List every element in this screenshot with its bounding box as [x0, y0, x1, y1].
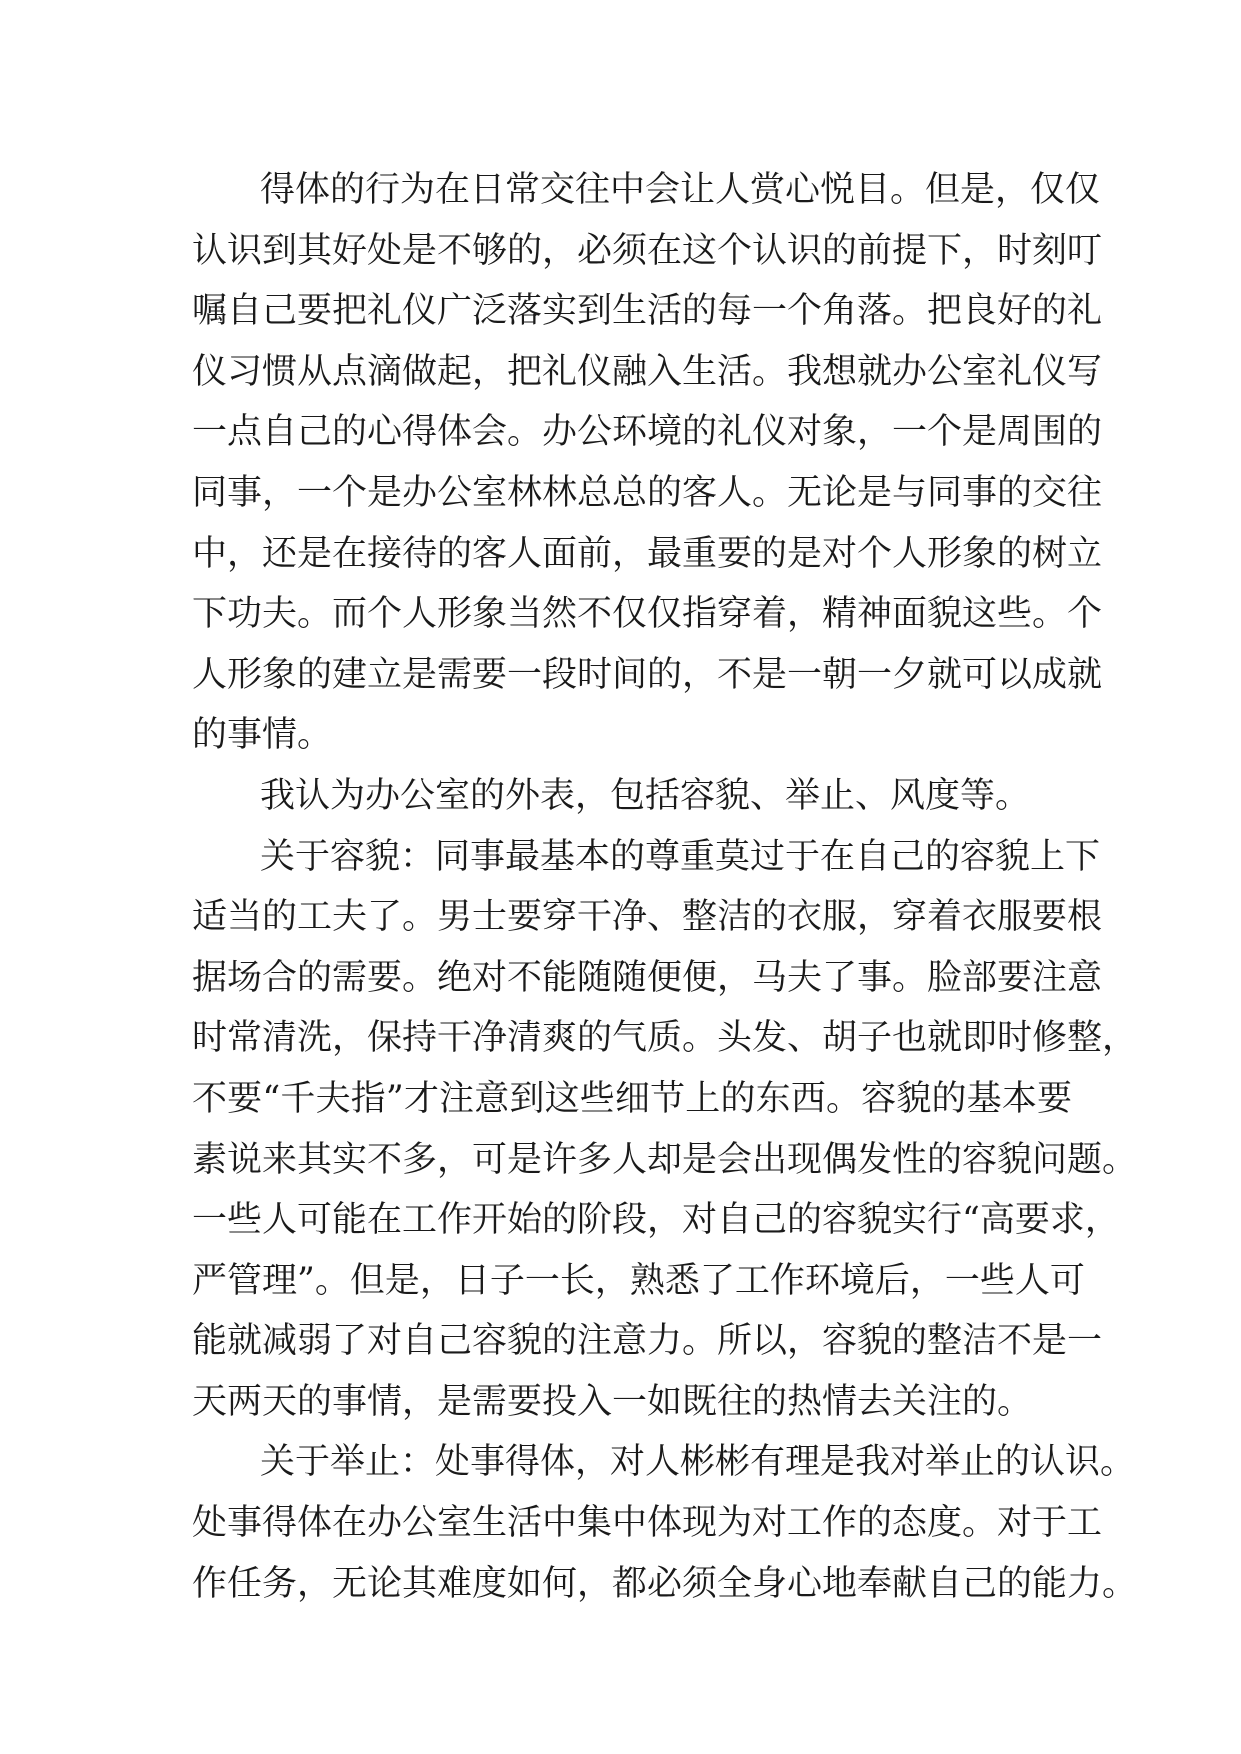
text-line: 天两天的事情，是需要投入一如既往的热情去关注的。	[192, 1381, 1033, 1422]
text-line: 一点自己的心得体会。办公环境的礼仪对象，一个是周围的	[192, 412, 1103, 453]
text-line: 关于容貌：同事最基本的尊重莫过于在自己的容貌上下	[260, 836, 1101, 877]
text-line: 中，还是在接待的客人面前，最重要的是对个人形象的树立	[192, 533, 1103, 574]
text-line: 得体的行为在日常交往中会让人赏心悦目。但是，仅仅	[260, 170, 1101, 210]
text-line: 同事，一个是办公室林林总总的客人。无论是与同事的交往	[192, 472, 1103, 513]
text-line: 我认为办公室的外表，包括容貌、举止、风度等。	[260, 775, 1031, 816]
text-line: 人形象的建立是需要一段时间的，不是一朝一夕就可以成就	[192, 654, 1103, 695]
text-line: 认识到其好处是不够的，必须在这个认识的前提下，时刻叮	[192, 230, 1103, 271]
text-line: 能就减弱了对自己容貌的注意力。所以，容貌的整洁不是一	[192, 1321, 1103, 1362]
text-line: 下功夫。而个人形象当然不仅仅指穿着，精神面貌这些。个	[192, 594, 1103, 635]
text-line: 关于举止：处事得体，对人彬彬有理是我对举止的认识。	[260, 1442, 1136, 1483]
text-line: 严管理”。但是，日子一长，熟悉了工作环境后，一些人可	[192, 1260, 1085, 1301]
body-text	[192, 160, 1138, 1614]
text-line: 素说来其实不多，可是许多人却是会出现偶发性的容貌问题。	[192, 1139, 1138, 1180]
text-line: 处事得体在办公室生活中集中体现为对工作的态度。对于工	[192, 1503, 1103, 1544]
text-line: 作任务，无论其难度如何，都必须全身心地奉献自己的能力。	[192, 1563, 1138, 1604]
text-line: 据场合的需要。绝对不能随随便便，马夫了事。脸部要注意	[192, 957, 1103, 998]
text-line: 一些人可能在工作开始的阶段，对自己的容貌实行“高要求，	[192, 1200, 1120, 1241]
text-line: 不要“千夫指”才注意到这些细节上的东西。容貌的基本要	[192, 1078, 1072, 1119]
text-line: 时常清洗，保持干净清爽的气质。头发、胡子也就即时修整，	[192, 1018, 1138, 1059]
text-line: 嘱自己要把礼仪广泛落实到生活的每一个角落。把良好的礼	[192, 291, 1103, 332]
text-line: 适当的工夫了。男士要穿干净、整洁的衣服，穿着衣服要根	[192, 897, 1103, 938]
text-line: 的事情。	[192, 715, 333, 756]
text-line: 仪习惯从点滴做起，把礼仪融入生活。我想就办公室礼仪写	[192, 351, 1103, 392]
